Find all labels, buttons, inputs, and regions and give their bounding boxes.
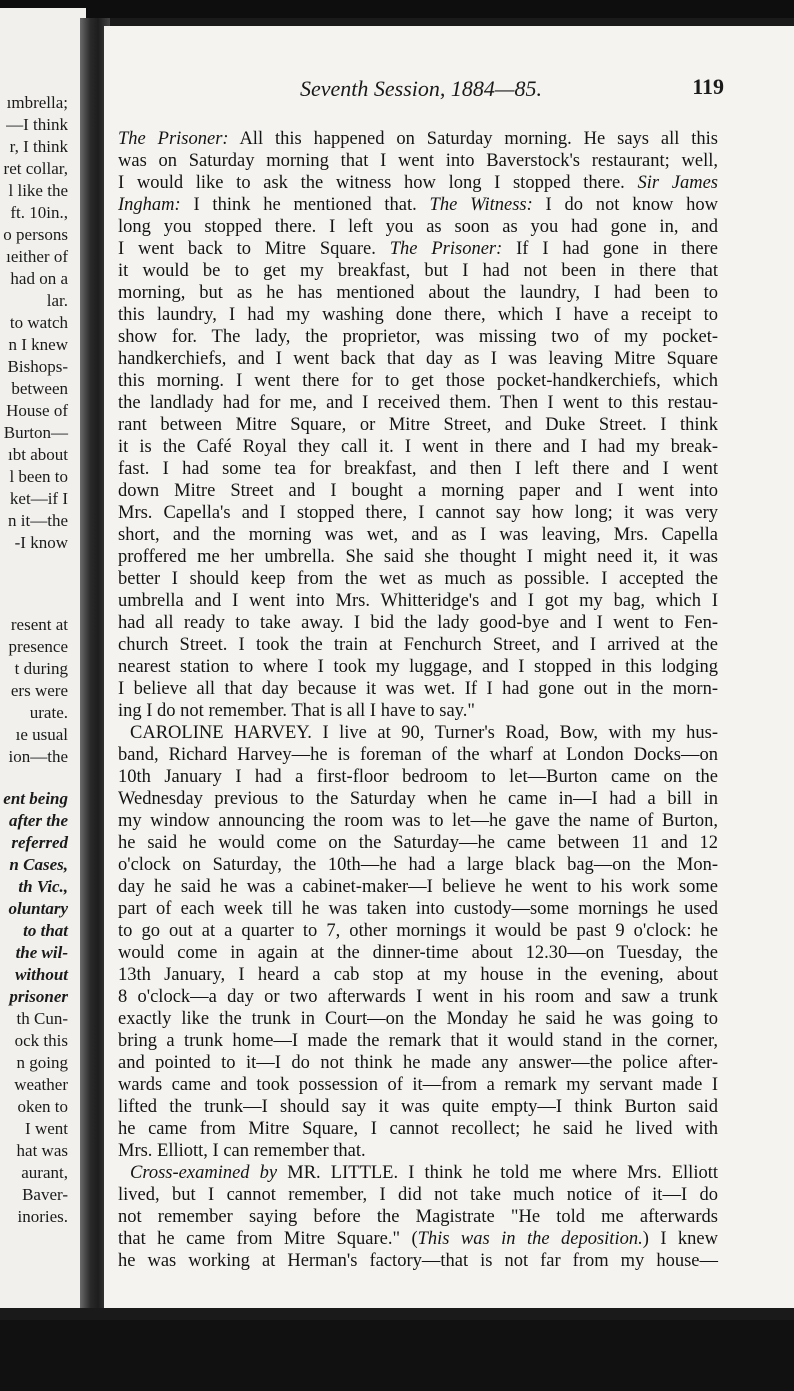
left-page-line: I went: [25, 1119, 68, 1138]
text-line: he said he would come on the Saturday—he came between 11 and 12: [118, 833, 718, 853]
running-title: Seventh Session, 1884—85.: [300, 76, 542, 101]
left-page-line: referred: [11, 833, 68, 852]
left-page-line: Bishops-: [7, 357, 68, 376]
left-page-line: after the: [8, 811, 68, 830]
text-line: Cross-examined by MR. LITTLE. I think he told me where Mrs. Elliott: [130, 1163, 718, 1183]
left-page-line: ıbt about: [8, 445, 68, 464]
text-line: short, and the morning was wet, and as I was leaving, Mrs. Capella: [118, 525, 718, 545]
left-page-line: resent at: [10, 615, 68, 634]
text-line: The Prisoner: All this happened on Saturday morning. He says all this: [118, 129, 718, 149]
left-page-line: to watch: [9, 313, 68, 332]
text-line: ing I do not remember. That is all I have to say.": [118, 701, 475, 721]
text-line: exactly like the trunk in Court—on the Monday he said he was going to: [118, 1009, 718, 1029]
text-line: church Street. I took the train at Fenchurch Street, and I arrived at the: [118, 635, 718, 655]
running-head: [104, 76, 794, 106]
left-page-line: ımbrella;: [6, 93, 68, 112]
left-page-line: presence: [8, 637, 68, 656]
text-line: I would like to ask the witness how long I stopped there. Sir James: [118, 173, 718, 193]
text-line: and pointed to it—I do not think he made any answer—the police after-: [118, 1053, 718, 1073]
left-page-line: r, I think: [9, 137, 68, 156]
left-page-line: House of: [6, 401, 68, 420]
left-page-line: t during: [14, 659, 68, 678]
left-page-line: ket—if I: [9, 489, 68, 508]
text-line: to go out at a quarter to 7, other mornings it would be past 9 o'clock: he: [118, 921, 718, 941]
text-line: wards came and took possession of it—from a remark my servant made I: [118, 1075, 718, 1095]
text-line: would come in again at the dinner-time about 12.30—on Tuesday, the: [118, 943, 718, 963]
left-page-line: had on a: [10, 269, 68, 288]
text-line: fast. I had some tea for breakfast, and then I left there and I went: [118, 459, 718, 479]
left-page-line: weather: [14, 1075, 68, 1094]
left-page-line: o persons: [3, 225, 68, 244]
text-line: the landlady had for me, and I received them. Then I went to this restau-: [118, 393, 718, 413]
text-line: Ingham: I think he mentioned that. The Witness: I do not know how: [118, 195, 718, 215]
text-line: lived, but I cannot remember, I did not take much notice of it—I do: [118, 1185, 718, 1205]
left-page-line: ent being: [3, 789, 68, 808]
text-line: bring a trunk home—I made the remark that it would stand in the corner,: [118, 1031, 718, 1051]
left-page-line: urate.: [29, 703, 68, 722]
left-page-line: —I think: [6, 115, 68, 134]
left-page-line: between: [11, 379, 68, 398]
left-page-line: -I know: [14, 533, 68, 552]
left-page-line: the wil-: [15, 943, 68, 962]
left-page-line: prisoner: [9, 987, 68, 1006]
text-line: I went back to Mitre Square. The Prisoner: If I had gone in there: [118, 239, 718, 259]
text-line: Mrs. Capella's and I stopped there, I cannot say how long; it was very: [118, 503, 718, 523]
left-page-line: hat was: [16, 1141, 68, 1160]
text-line: morning, but as he has mentioned about the laundry, I had been to: [118, 283, 718, 303]
text-line: my window announcing the room was to let—he gave the name of Burton,: [118, 811, 718, 831]
text-line: rant between Mitre Square, or Mitre Street, and Duke Street. I think: [118, 415, 718, 435]
text-line: Wednesday previous to the Saturday when he came in—I had a bill in: [118, 789, 718, 809]
left-page-fragment: [0, 8, 86, 1308]
text-line: that he came from Mitre Square." (This was in the deposition.) I knew: [118, 1229, 718, 1249]
text-line: he was working at Herman's factory—that is not far from my house—: [118, 1251, 718, 1271]
left-page-line: ıeither of: [6, 247, 68, 266]
left-page-line: lar.: [46, 291, 68, 310]
left-page-line: oken to: [17, 1097, 68, 1116]
left-page-line: inories.: [17, 1207, 68, 1226]
text-line: I believe all that day because it was wet. If I had gone out in the morn-: [118, 679, 718, 699]
text-line: 8 o'clock—a day or two afterwards I went in his room and saw a trunk: [118, 987, 718, 1007]
scan-border-bottom: [0, 1320, 794, 1391]
left-page-line: oluntary: [8, 899, 68, 918]
left-page-line: ion—the: [8, 747, 68, 766]
text-line: o'clock on Saturday, the 10th—he had a large black bag—on the Mon-: [118, 855, 718, 875]
left-page-line: ret collar,: [3, 159, 68, 178]
text-line: down Mitre Street and I bought a morning paper and I went into: [118, 481, 718, 501]
left-page-line: Baver-: [22, 1185, 68, 1204]
text-line: this laundry, I had my washing done there, which I have a receipt to: [118, 305, 718, 325]
text-line: proffered me her umbrella. She said she thought I might need it, it was: [118, 547, 718, 567]
text-line: it would be to get my breakfast, but I had not been in there that: [118, 261, 718, 281]
text-line: not remember saying before the Magistrate "He told me afterwards: [118, 1207, 718, 1227]
left-page-line: aurant,: [21, 1163, 68, 1182]
left-page-line: l been to: [9, 467, 68, 486]
left-page-line: n it—the: [8, 511, 68, 530]
text-line: 10th January I had a first-floor bedroom to let—Burton came on the: [118, 767, 718, 787]
left-page-line: l like the: [8, 181, 68, 200]
left-page-line: ers were: [10, 681, 68, 700]
text-line: long you stopped there. I left you as soon as you had gone in, and: [118, 217, 718, 237]
text-line: it is the Café Royal they call it. I went in there and I had my break-: [118, 437, 718, 457]
text-line: this morning. I went there for to get those pocket-handkerchiefs, which: [118, 371, 718, 391]
text-line: part of each week till he was taken into custody—some mornings he used: [118, 899, 718, 919]
text-line: nearest station to where I took my luggage, and I stopped in this lodging: [118, 657, 718, 677]
left-page-line: without: [15, 965, 68, 984]
text-line: Mrs. Elliott, I can remember that.: [118, 1141, 366, 1161]
text-line: 13th January, I heard a cab stop at my house in the evening, about: [118, 965, 718, 985]
text-line: umbrella and I went into Mrs. Whitteridge's and I got my bag, which I: [118, 591, 718, 611]
left-page-line: Burton—: [3, 423, 68, 442]
left-page-line: to that: [23, 921, 68, 940]
left-page-line: n Cases,: [9, 855, 68, 874]
text-line: CAROLINE HARVEY. I live at 90, Turner's Road, Bow, with my hus-: [130, 723, 718, 743]
text-line: day he said he was a cabinet-maker—I believe he went to his work some: [118, 877, 718, 897]
left-page-line: ıe usual: [15, 725, 68, 744]
text-line: lifted the trunk—I should say it was quite empty—I think Burton said: [118, 1097, 718, 1117]
left-page-line: n going: [16, 1053, 68, 1072]
text-line: he came from Mitre Square, I cannot recollect; he said he lived with: [118, 1119, 718, 1139]
text-line: show for. The lady, the proprietor, was missing two of my pocket-: [118, 327, 718, 347]
page-number: 119: [692, 74, 724, 99]
left-page-line: th Vic.,: [18, 877, 68, 896]
text-line: had all ready to take away. I bid the lady good-bye and I went to Fen-: [118, 613, 718, 633]
left-page-line: ock this: [14, 1031, 68, 1050]
scan-border-top: [0, 0, 794, 18]
text-line: handkerchiefs, and I went back that day as I was leaving Mitre Square: [118, 349, 718, 369]
text-line: was on Saturday morning that I went into Baverstock's restaurant; well,: [118, 151, 718, 171]
text-line: better I should keep from the wet as much as possible. I accepted the: [118, 569, 718, 589]
right-page: [104, 26, 794, 1308]
left-page-line: th Cun-: [16, 1009, 68, 1028]
left-page-line: ft. 10in.,: [10, 203, 68, 222]
text-line: band, Richard Harvey—he is foreman of the wharf at London Docks—on: [118, 745, 718, 765]
left-page-line: n I knew: [8, 335, 68, 354]
